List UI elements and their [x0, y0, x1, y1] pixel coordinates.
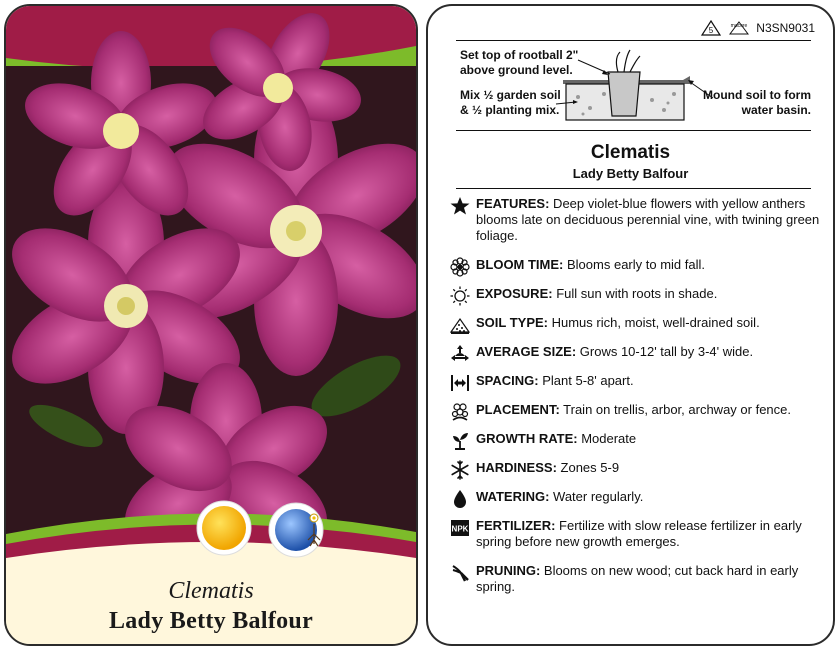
- attribute-spacing: SPACING: Plant 5-8' apart.: [448, 373, 823, 389]
- attribute-bloom-time: BLOOM TIME: Blooms early to mid fall.: [448, 257, 823, 273]
- water-icon: [268, 500, 334, 560]
- star-icon: [450, 196, 470, 216]
- svg-text:NPK: NPK: [451, 524, 469, 534]
- plant-variety: Lady Betty Balfour: [572, 166, 689, 181]
- svg-text:macore: macore: [730, 23, 748, 29]
- cultivar-name: Lady Betty Balfour: [108, 608, 314, 634]
- attribute-fertilizer: NPK FERTILIZER: Fertilize with slow release fertilizer in early spring before new growth emerges.: [451, 518, 802, 549]
- attribute-soil-type: SOIL TYPE: Humus rich, moist, well-drained soil.: [448, 315, 823, 331]
- placement-icon: [450, 402, 470, 422]
- sprout-icon: [450, 431, 470, 451]
- diagram-note-mound: Mound soil to form water basin.: [703, 88, 811, 117]
- attribute-exposure: EXPOSURE: Full sun with roots in shade.: [448, 286, 823, 302]
- species-name: Clematis: [168, 578, 254, 604]
- attribute-hardiness: HARDINESS: Zones 5-9: [448, 460, 823, 476]
- diagram-note-rootball: Set top of rootball 2" above ground level.: [460, 48, 579, 77]
- product-code-row: [700, 20, 815, 36]
- attribute-placement: PLACEMENT: Train on trellis, arbor, archway or fence.: [448, 402, 823, 418]
- npk-icon: [450, 518, 470, 538]
- sun-outline-icon: [450, 286, 470, 306]
- divider: [456, 40, 811, 41]
- attribute-pruning: PRUNING: Blooms on new wood; cut back hard in early spring.: [448, 563, 823, 595]
- recycle-icon: [700, 20, 722, 36]
- attribute-features: FEATURES: Deep violet-blue flowers with yellow anthers blooms late on deciduous perennial vine, with twining green foliage.: [448, 196, 823, 244]
- snowflake-icon: [450, 460, 470, 480]
- svg-text:5: 5: [709, 26, 714, 35]
- plant-photo-card: [4, 4, 418, 646]
- divider: [456, 130, 811, 131]
- drop-icon: [450, 489, 470, 509]
- pruner-icon: [450, 563, 470, 583]
- flower-icon: [450, 257, 470, 277]
- diagram-note-soil-mix: Mix ½ garden soil & ½ planting mix.: [460, 88, 561, 117]
- plant-info-card: [426, 4, 835, 646]
- spacing-icon: [450, 373, 470, 393]
- soil-icon: [450, 315, 470, 335]
- attribute-watering: WATERING: Water regularly.: [448, 489, 823, 505]
- attribute-list: [448, 196, 823, 608]
- attribute-average-size: AVERAGE SIZE: Grows 10-12' tall by 3-4' wide.: [448, 344, 823, 360]
- plant-name: Clematis: [590, 142, 671, 163]
- sun-icon: [196, 500, 252, 556]
- attribute-growth-rate: GROWTH RATE: Moderate: [448, 431, 823, 447]
- macore-logo-icon: [728, 20, 750, 36]
- product-code: N3SN9031: [756, 21, 815, 35]
- divider: [456, 188, 811, 189]
- size-icon: [450, 344, 470, 364]
